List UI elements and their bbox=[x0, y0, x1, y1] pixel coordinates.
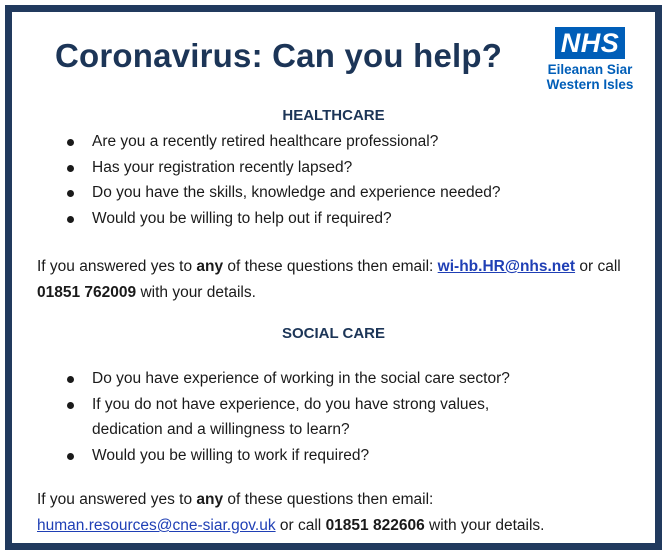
bullet-icon bbox=[67, 165, 74, 172]
nhs-logo bbox=[544, 27, 636, 92]
para-text: If you answered yes to bbox=[37, 491, 197, 508]
bullet-icon bbox=[67, 453, 74, 460]
bullet-text: Do you have experience of working in the social care sector? bbox=[92, 370, 510, 387]
list-item bbox=[62, 366, 562, 392]
list-item bbox=[62, 206, 500, 232]
poster-title: Coronavirus: Can you help? bbox=[55, 37, 503, 74]
para-text: or call bbox=[575, 258, 621, 275]
list-item bbox=[62, 392, 562, 443]
healthcare-contact-paragraph bbox=[37, 254, 642, 306]
bullet-icon bbox=[67, 376, 74, 383]
socialcare-email-link[interactable]: human.resources@cne-siar.gov.uk bbox=[37, 517, 276, 534]
para-text: of these questions then email: bbox=[223, 491, 434, 508]
bullet-icon bbox=[67, 190, 74, 197]
bullet-icon bbox=[67, 402, 74, 409]
healthcare-heading: HEALTHCARE bbox=[282, 107, 385, 124]
healthcare-phone-number: 01851 762009 bbox=[37, 284, 137, 301]
bullet-text: Has your registration recently lapsed? bbox=[92, 158, 353, 176]
socialcare-bullet-list bbox=[62, 366, 562, 468]
bullet-text: Would you be willing to work if required? bbox=[92, 446, 370, 464]
para-emphasis: any bbox=[196, 491, 224, 508]
socialcare-heading: SOCIAL CARE bbox=[281, 325, 386, 342]
list-item bbox=[62, 443, 562, 469]
para-text: with your details. bbox=[424, 517, 545, 534]
para-text: or call bbox=[275, 517, 326, 534]
bullet-text: Do you have the skills, knowledge and experience needed? bbox=[92, 184, 501, 201]
list-item bbox=[62, 155, 500, 181]
para-text: with your details. bbox=[136, 284, 256, 301]
nhs-logo-mark: NHS bbox=[555, 27, 626, 59]
socialcare-contact-paragraph bbox=[37, 487, 642, 539]
bullet-icon bbox=[67, 216, 74, 223]
logo-line-eileanan-siar: Eileanan Siar bbox=[547, 62, 633, 77]
para-text: of these questions then email: bbox=[223, 258, 438, 275]
healthcare-email-link[interactable]: wi-hb.HR@nhs.net bbox=[437, 258, 576, 275]
list-item bbox=[62, 180, 500, 206]
bullet-icon bbox=[67, 139, 74, 146]
logo-line-western-isles: Western Isles bbox=[546, 77, 634, 92]
para-emphasis: any bbox=[196, 258, 224, 275]
list-item bbox=[62, 129, 500, 155]
bullet-text: Would you be willing to help out if required? bbox=[92, 209, 392, 227]
bullet-text: Are you a recently retired healthcare professional? bbox=[92, 133, 439, 150]
socialcare-phone-number: 01851 822606 bbox=[325, 517, 425, 534]
para-text: If you answered yes to bbox=[37, 258, 197, 275]
bullet-text: If you do not have experience, do you have strong values, dedication and a willingness to learn? bbox=[92, 395, 490, 438]
poster-frame bbox=[5, 5, 662, 550]
healthcare-bullet-list bbox=[62, 129, 500, 231]
